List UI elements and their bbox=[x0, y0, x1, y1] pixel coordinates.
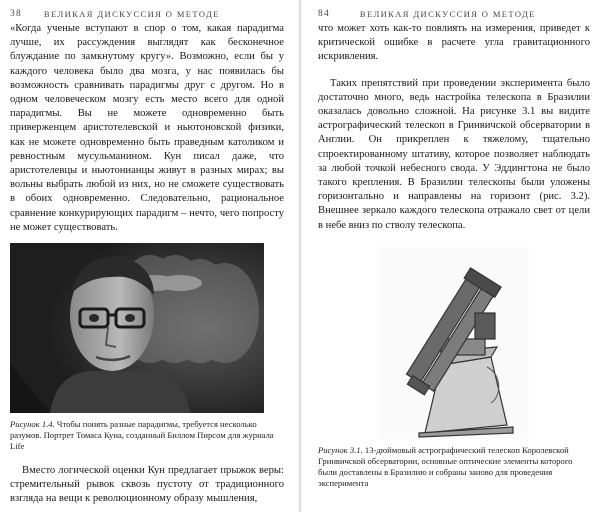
left-figure-label: Рисунок 1.4. bbox=[10, 419, 55, 430]
left-running-title: ВЕЛИКАЯ ДИСКУССИЯ О МЕТОДЕ bbox=[43, 9, 220, 19]
right-running-head bbox=[318, 6, 590, 22]
telescope-illustration bbox=[379, 247, 529, 439]
kuhn-portrait-photo bbox=[10, 243, 264, 413]
right-figure-text: 13-дюймовый астрографический телескоп Королевской Гринвичской обсерватории, основные оптические элементы которого были доставлены в Бразилию и собраны заново для проведения эксперимента bbox=[318, 444, 573, 488]
left-figure-text: Чтобы понять разные парадигмы, требуется несколько разумов. Портрет Томаса Куна, созданный Биллом Пирсом для журнала Life bbox=[10, 419, 274, 452]
left-page-number: 38 bbox=[10, 9, 22, 19]
right-figure-label: Рисунок 3.1. bbox=[318, 444, 363, 455]
right-paragraph-1: что может хоть как-то повлиять на измерения, приведет к критической ошибке в расчете угла гравитационного искривления. bbox=[318, 23, 590, 63]
right-paragraph-2: Таких препятствий при проведении эксперимента было достаточно много, ведь настройка телескопа в Бразилии оказалась довольно сложной. На рисунке 3.1 вы видите астрографический телескоп в Гринвичской обсерватории в Англии. Он прикреплен к тяжелому, тщательно спроектированному штативу, которое позволяет наблюдать за любой точкой небесного свода. У Эддингтона не было такого крепления. В Бразилии телескопы были уложены горизонтально и направлены на горизонт (рис. 3.2). Внешнее зеркало каждого телескопа отражало свет от цели в небе вниз по стволу телескопа. bbox=[318, 77, 590, 231]
left-paragraph-1: «Когда ученые вступают в спор о том, какая парадигма лучше, их рассуждения выглядят как бесконечное блуждание по замкнутому кругу». Возможно, если бы у каждого человека было два мозга, у нас появилась бы возможность сравнивать парадигмы друг с другом. Но в одном человеческом мозгу есть место всего для одной парадигмы. Вы не можете одновременно быть приверженцем аристотелевской и ньютоновской физики, как не можете одновременно быть праведным католиком и ревностным мусульманином. Кун писал даже, что аристотелевцы и ньютонианцы живут в разных мирах; вы вольны выбрать любой из них, но не сможете существовать в обоих одновременно. Следовательно, рациональное сравнение конкурирующих парадигм – нечто, чего попросту не может существовать. bbox=[10, 23, 284, 233]
left-paragraph-2: Вместо логической оценки Кун предлагает прыжок веры: стремительный рывок сквозь пустоту от традиционного взгляда на вещи к революционному образу мышления, bbox=[10, 465, 284, 505]
left-running-head bbox=[10, 6, 284, 22]
right-figure-caption bbox=[318, 445, 590, 489]
right-page bbox=[300, 0, 600, 512]
left-figure-caption bbox=[10, 419, 284, 452]
right-running-title: ВЕЛИКАЯ ДИСКУССИЯ О МЕТОДЕ bbox=[359, 9, 536, 19]
right-page-number: 84 bbox=[318, 9, 330, 19]
